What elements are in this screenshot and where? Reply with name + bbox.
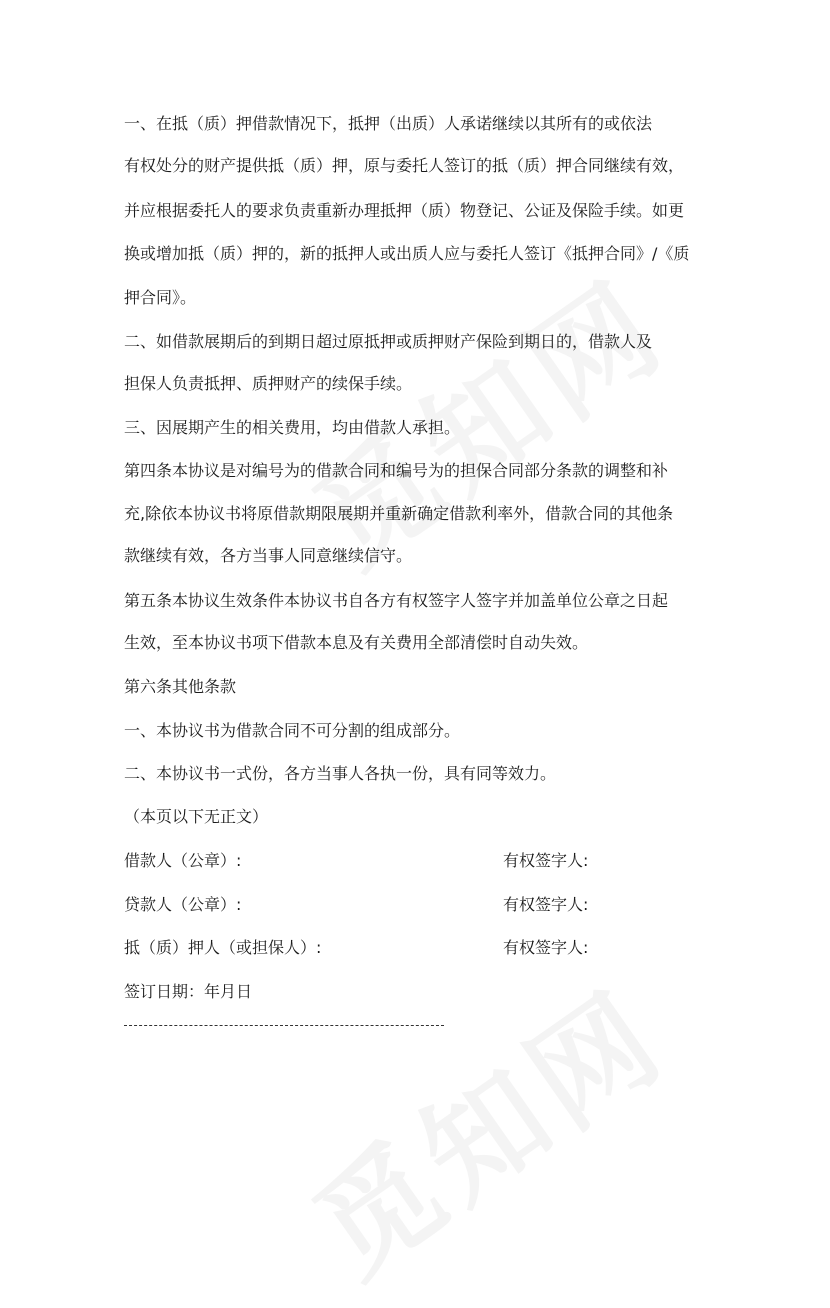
paragraph-line: 第五条本协议生效条件本协议书自各方有权签字人签字并加盖单位公章之日起	[124, 591, 669, 610]
paragraph-line: 有权处分的财产提供抵（质）押，原与委托人签订的抵（质）押合同继续有效，	[124, 156, 685, 175]
paragraph-line: 换或增加抵（质）押的，新的抵押人或出质人应与委托人签订《抵押合同》/《质	[124, 244, 690, 263]
signer-label: 有权签字人:	[503, 851, 589, 870]
paragraph-line: 三、因展期产生的相关费用，均由借款人承担。	[124, 418, 461, 437]
signer-label: 有权签字人:	[503, 895, 589, 914]
signer-label: 有权签字人:	[503, 938, 589, 957]
no-more-text-note: （本页以下无正文）	[124, 807, 269, 826]
paragraph-line: 生效，至本协议书项下借款本息及有关费用全部清偿时自动失效。	[124, 633, 589, 652]
paragraph-line: 二、本协议书一式份，各方当事人各执一份，具有同等效力。	[124, 764, 557, 783]
sign-date: 签订日期：年月日	[124, 982, 253, 1001]
paragraph-line: 担保人负责抵押、质押财产的续保手续。	[124, 374, 413, 393]
paragraph-line: 第六条其他条款	[124, 677, 237, 696]
divider	[124, 1025, 444, 1026]
paragraph-line: 一、在抵（质）押借款情况下，抵押（出质）人承诺继续以其所有的或依法	[124, 114, 653, 133]
party-label: 抵（质）押人（或担保人）:	[124, 938, 322, 957]
paragraph-line: 并应根据委托人的要求负责重新办理抵押（质）物登记、公证及保险手续。如更	[124, 201, 685, 220]
paragraph-line: 充,除依本协议书将原借款期限展期并重新确定借款利率外，借款合同的其他条	[124, 504, 674, 523]
paragraph-line: 第四条本协议是对编号为的借款合同和编号为的担保合同部分条款的调整和补	[124, 461, 669, 480]
party-label: 借款人（公章）:	[124, 851, 242, 870]
watermark	[276, 944, 694, 1308]
party-label: 贷款人（公章）:	[124, 895, 242, 914]
paragraph-line: 款继续有效，各方当事人同意继续信守。	[124, 546, 413, 565]
paragraph-line: 押合同》。	[124, 288, 197, 307]
paragraph-line: 一、本协议书为借款合同不可分割的组成部分。	[124, 721, 461, 740]
watermark	[276, 234, 694, 599]
paragraph-line: 二、如借款展期后的到期日超过原抵押或质押财产保险到期日的，借款人及	[124, 332, 653, 351]
